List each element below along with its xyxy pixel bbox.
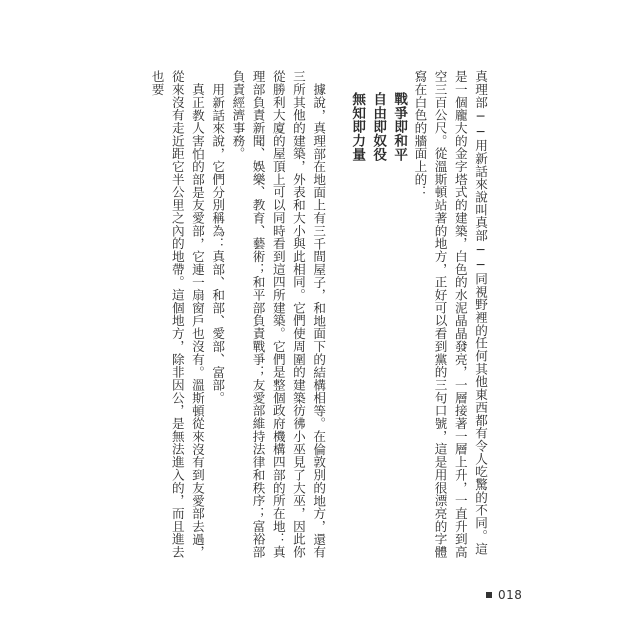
page-number: 018 <box>498 588 523 602</box>
paragraph-ministry-of-love: 真正教人害怕的部是友愛部，它連一扇窗戶也沒有。溫斯頓從來沒有到友愛部去過，從來沒有走近距它半公里之內的地帶。這個地方，除非因公，是無法進入的，而且進去也要 <box>149 70 205 559</box>
slogan-ignorance-is-strength: 無知即力量 <box>349 91 366 161</box>
party-slogans <box>346 70 409 560</box>
page-footer <box>486 588 522 602</box>
slogan-freedom-is-slavery: 自由即奴役 <box>370 91 387 161</box>
paragraph-newspeak-names: 用新話來說，它們分別稱為：真部、和部、愛部、富部。 <box>210 82 226 404</box>
paragraph-four-ministries: 據說，真理部在地面上有三千間屋子，和地面下的結構相等。在倫敦別的地方，還有三所其他的建築，外表和大小與此相同。它們使周圍的建築彷彿小巫見了大巫，因此你從勝利大廈的屋頂上可以同時看到這四所建築。它們是整個政府機構四部的所在地：真理部負責新聞、娛樂、教育、藝術；和平部負責戰爭；友愛部維持法律和秩序；富裕部負責經濟事務。 <box>230 70 327 559</box>
spacer <box>328 70 346 560</box>
slogan-war-is-peace: 戰爭即和平 <box>391 91 408 161</box>
vertical-text-body <box>146 70 490 560</box>
paragraph-ministry-of-truth: 真理部──用新話來說叫真部──同視野裡的任何其他東西都有令人吃驚的不同。這是一個龐大的金字塔式的建築，白色的水泥晶晶發亮，一層接著一層上升，一直升到高空三百公尺。從溫斯頓站著的地方，正好可以看到黨的三句口號，這是用很漂亮的字體寫在白色的牆面上的： <box>412 70 488 559</box>
square-bullet-icon <box>486 592 492 598</box>
